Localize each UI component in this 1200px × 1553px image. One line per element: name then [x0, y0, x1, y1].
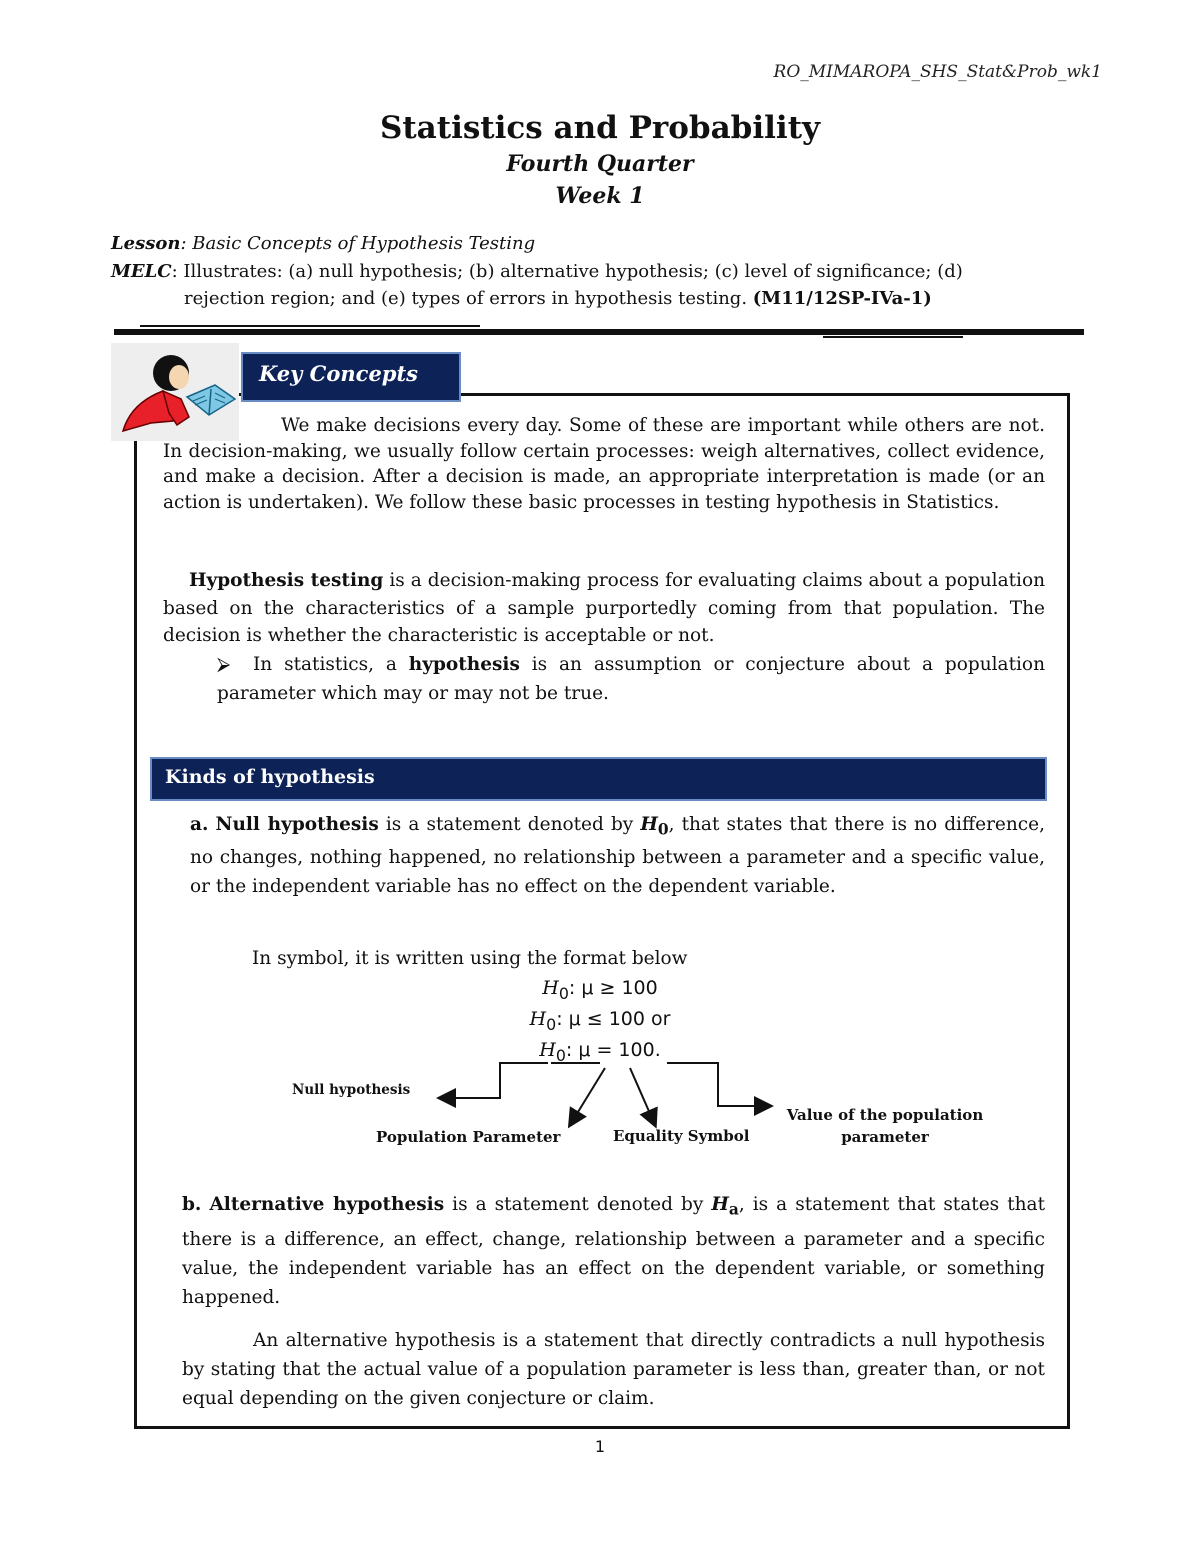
alt-symbol-sub: a — [728, 1200, 739, 1219]
melc-label: MELC — [111, 261, 172, 282]
value-parameter-label: Value of the population parameter — [786, 1106, 984, 1146]
null-def: , that states that there is no difference, no changes, nothing happened, no relationship between a parameter and a specific value, or the independent variable has no effect on the dependent variable. — [190, 814, 1045, 897]
null-symbol-sub: 0 — [657, 820, 669, 839]
hypothesis-testing-def: is a decision-making process for evaluating claims about a population based on the characteristics of a sample purportedly coming from that population. The decision is whether the characteristic is acceptable or not. — [163, 570, 1045, 646]
population-parameter-label: Population Parameter — [376, 1128, 561, 1146]
arrow-bullet-icon: ⮚ — [217, 654, 231, 675]
null-hypothesis-label: Null hypothesis — [292, 1082, 411, 1098]
lesson-text: : Basic Concepts of Hypothesis Testing — [180, 233, 536, 254]
page-title: Statistics and Probability — [379, 110, 821, 146]
alt-mid: is a statement denoted by — [444, 1194, 712, 1215]
hypothesis-term: hypothesis — [408, 654, 520, 675]
lesson-label: Lesson — [111, 233, 181, 254]
item-b-letter: b. — [182, 1194, 202, 1215]
equality-symbol-label: Equality Symbol — [613, 1127, 750, 1145]
formula-eq: $H_0$: μ = 100. — [539, 1039, 661, 1065]
formula-geq: $H_0$: μ ≥ 100 — [542, 977, 658, 1003]
alt-def: , is a statement that states that there is a difference, an effect, change, relationship between a parameter and a specific value, the independent variable has an effect on the dependent variable, or something happened. — [182, 1194, 1046, 1308]
bullet-post: is an assumption or conjecture about a population parameter which may or may not be true. — [217, 654, 1045, 704]
null-symbol: H — [640, 814, 658, 835]
melc-code: (M11/12SP-IVa-1) — [752, 288, 932, 309]
null-hypothesis-term: Null hypothesis — [215, 814, 379, 835]
alternative-hypothesis-term: Alternative hypothesis — [209, 1194, 445, 1215]
week-subtitle: Week 1 — [555, 183, 645, 209]
intro-paragraph: We make decisions every day. Some of these are important while others are not. In decision-making, we usually follow certain processes: weigh alternatives, collect evidence, and make a decision. After a decision is made, an appropriate interpretation is made (or an action is undertaken). We follow these basic processes in testing hypothesis in Statistics. — [163, 415, 1045, 513]
alt-symbol: H — [711, 1194, 729, 1215]
alternative-hypothesis-paragraph — [182, 1190, 1045, 1312]
melc-line1: : Illustrates: (a) null hypothesis; (b) alternative hypothesis; (c) level of significance; (d) — [171, 261, 963, 282]
melc-line2: rejection region; and (e) types of errors in hypothesis testing. — [184, 288, 753, 309]
alternative-explanation-paragraph: An alternative hypothesis is a statement that directly contradicts a null hypothesis by stating that the actual value of a population parameter is less than, greater than, or not equal depending on the given conjecture or claim. — [182, 1330, 1045, 1409]
formula-leq: $H_0$: μ ≤ 100 or — [529, 1008, 671, 1034]
quarter-subtitle: Fourth Quarter — [506, 151, 694, 177]
bullet-pre: In statistics, a — [253, 654, 409, 675]
key-concepts-label: Key Concepts — [259, 361, 419, 386]
item-a-letter: a. — [190, 814, 209, 835]
null-mid: is a statement denoted by — [378, 814, 641, 835]
in-symbol-text: In symbol, it is written using the format below — [252, 948, 688, 969]
page-number: 1 — [594, 1437, 606, 1456]
document-code: RO_MIMAROPA_SHS_Stat&Prob_wk1 — [773, 62, 1102, 82]
kinds-label: Kinds of hypothesis — [165, 766, 375, 788]
hypothesis-testing-term: Hypothesis testing — [189, 570, 384, 591]
